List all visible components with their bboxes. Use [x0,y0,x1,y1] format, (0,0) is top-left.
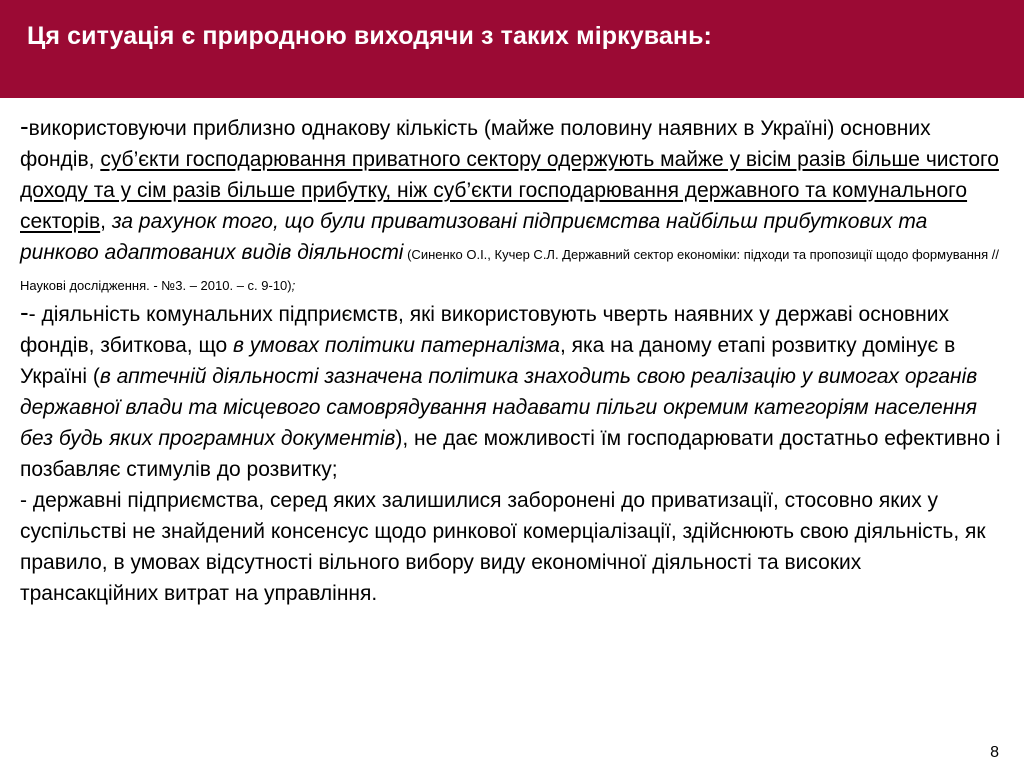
page-number: 8 [990,744,999,761]
slide-body [20,113,1005,609]
bullet-dash: - [20,297,29,327]
paragraph-text: - діяльність комунальних підприємств, які використовують чверть наявних у державі основних фондів, збиткова, що [20,303,950,357]
italic-text: в аптечній діяльності зазначена політика знаходить свою реалізацію у вимогах органів державної влади та місцевого самоврядування надавати пільги окремим категоріям населення без будь яких програмних документів [20,365,978,450]
paragraph-private-sector [20,113,1005,299]
bullet-dash: - [20,111,29,141]
paragraph-text: використовуючи приблизно однакову кількість (майже половину наявних в Україні) основних фондів, [20,117,931,171]
paragraph-communal-enterprises [20,299,1005,485]
paragraph-text: - державні підприємства, серед яких залишилися заборонені до приватизації, стосовно яких у суспільстві не знайдений консенсус щодо ринкової комерціалізації, здійснюють свою діяльність, як правило, в умовах відсутності вільного вибору виду економічної діяльності та високих трансакційних витрат на управління. [20,489,986,605]
paragraph-text: , яка на даному етапі розвитку домінує в Україні ( [20,334,956,388]
citation-text: (Синенко О.І., Кучер С.Л. Державний сектор економіки: підходи та пропозиції щодо формування // Наукові дослідження. - №3. – 2010. – с. 9-10) [20,247,999,293]
paragraph-state-enterprises [20,485,1005,609]
citation-end: ; [291,278,296,293]
italic-text: в умовах політики патерналізма [233,334,560,357]
paragraph-text: ), не дає можливості їм господарювати достатньо ефективно і позбавляє стимулів до розвитку; [20,427,1001,481]
italic-text: за рахунок того, що були приватизовані підприємства найбільш прибуткових та ринково адаптованих видів діяльності [20,210,928,264]
underlined-text: суб’єкти господарювання приватного сектору одержують майже у вісім разів більше чистого доходу та у сім разів більше прибутку, ніж суб’єкти господарювання державного та комунального секторів [20,148,999,233]
slide-title: Ця ситуація є природною виходячи з таких міркувань: [27,22,712,50]
paragraph-text: , [100,210,112,233]
header-bar [0,0,1024,98]
